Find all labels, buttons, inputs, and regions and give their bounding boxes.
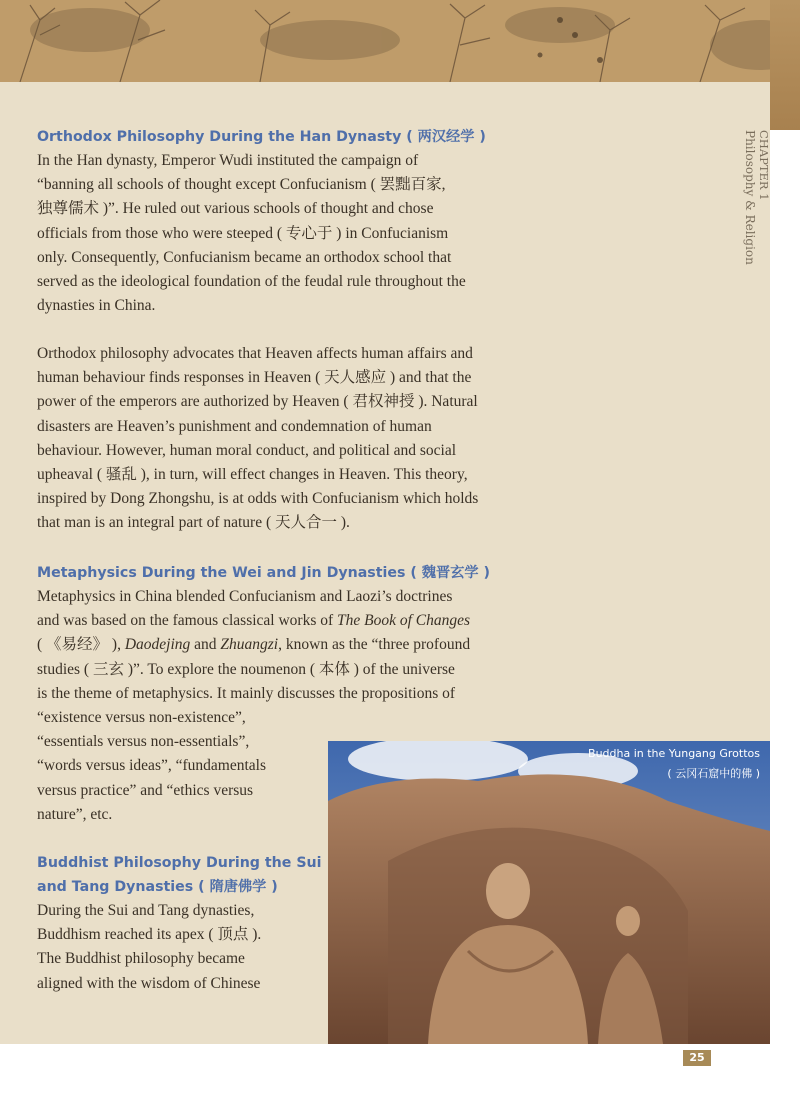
paragraph-line: versus practice” and “ethics versus — [37, 781, 254, 799]
paragraph-line: “words versus ideas”, “fundamentals — [37, 757, 266, 775]
paragraph-line: officials from those who were steeped ( 专心于 ) in Confucianism — [37, 224, 449, 242]
paragraph-line: dynasties in China. — [37, 297, 156, 315]
paragraph-line: Orthodox philosophy advocates that Heaven affects human affairs and — [37, 345, 473, 362]
paragraph-line: Metaphysics in China blended Confucianism and Laozi’s doctrines — [37, 588, 453, 605]
book-title: Daodejing — [124, 636, 191, 654]
section-han-paragraph-2 — [37, 342, 557, 536]
photo-caption: Buddha in the Yungang Grottos — [588, 747, 760, 760]
book-title: The Book of Changes — [337, 612, 471, 630]
text-run: and — [190, 636, 221, 654]
section-han — [37, 125, 557, 318]
buddha-photo — [328, 741, 770, 1044]
landscape-painting-icon — [0, 0, 800, 82]
paragraph-line: “banning all schools of thought except Confucianism ( 罢黜百家, — [37, 176, 446, 194]
paragraph-line: aligned with the wisdom of Chinese — [37, 974, 261, 992]
paragraph-line: only. Consequently, Confucianism became an orthodox school that — [37, 248, 452, 266]
paragraph-line: The Buddhist philosophy became — [37, 950, 245, 968]
buddha-statue-icon — [328, 741, 770, 1044]
paragraph-line: behaviour. However, human moral conduct, and political and social — [37, 441, 457, 459]
section-heading-sui: Buddhist Philosophy During the Sui — [37, 855, 322, 871]
text-run: , known as the “three profound — [278, 636, 471, 654]
paragraph-line: nature”, etc. — [37, 805, 113, 823]
paragraph-line: “essentials versus non-essentials”, — [37, 733, 250, 751]
section-sui — [37, 851, 322, 996]
paragraph-line: disasters are Heaven’s punishment and condemnation of human — [37, 417, 432, 435]
book-title: Zhuangzi — [220, 636, 279, 654]
paragraph-line: power of the emperors are authorized by Heaven ( 君权神授 ). Natural — [37, 393, 478, 411]
paragraph-line: During the Sui and Tang dynasties, — [37, 902, 255, 919]
page-number: 25 — [683, 1050, 711, 1066]
banner-edge — [770, 0, 800, 130]
paragraph-line: upheaval ( 骚乱 ), in turn, will effect changes in Heaven. This theory, — [37, 466, 468, 484]
paragraph-line: is the theme of metaphysics. It mainly discusses the propositions of — [37, 684, 456, 702]
header-painting — [0, 0, 800, 82]
chapter-subtitle: Philosophy & Religion — [743, 130, 757, 265]
paragraph-line: human behaviour finds responses in Heaven ( 天人感应 ) and that the — [37, 369, 472, 387]
paragraph-line: “existence versus non-existence”, — [37, 709, 246, 727]
section-heading-wei: Metaphysics During the Wei and Jin Dynasties ( 魏晋玄学 ) — [37, 565, 490, 581]
chapter-label: CHAPTER 1 — [757, 130, 771, 201]
text-run: and was based on the famous classical works of — [37, 612, 338, 630]
text-run: ( 《易经》 ), — [37, 636, 125, 654]
paragraph-line: Buddhism reached its apex ( 顶点 ). — [37, 926, 262, 944]
paragraph-line: inspired by Dong Zhongshu, is at odds with Confucianism which holds — [37, 490, 479, 508]
section-heading-sui-2: and Tang Dynasties ( 隋唐佛学 ) — [37, 879, 278, 895]
section-heading-han: Orthodox Philosophy During the Han Dynasty ( 两汉经学 ) — [37, 129, 486, 145]
paragraph-line — [37, 633, 557, 657]
chapter-running-head — [730, 128, 774, 268]
paragraph-line — [37, 609, 557, 633]
paragraph-line: 独尊儒术 )”. He ruled out various schools of thought and chose — [37, 200, 434, 218]
photo-caption-chinese: ( 云冈石窟中的佛 ) — [667, 767, 760, 780]
paragraph-line: studies ( 三玄 )”. To explore the noumenon ( 本体 ) of the universe — [37, 660, 455, 678]
paragraph-line: In the Han dynasty, Emperor Wudi instituted the campaign of — [37, 152, 419, 169]
paragraph-line: served as the ideological foundation of the feudal rule throughout the — [37, 273, 466, 291]
paragraph-line: that man is an integral part of nature ( 天人合一 ). — [37, 514, 350, 532]
